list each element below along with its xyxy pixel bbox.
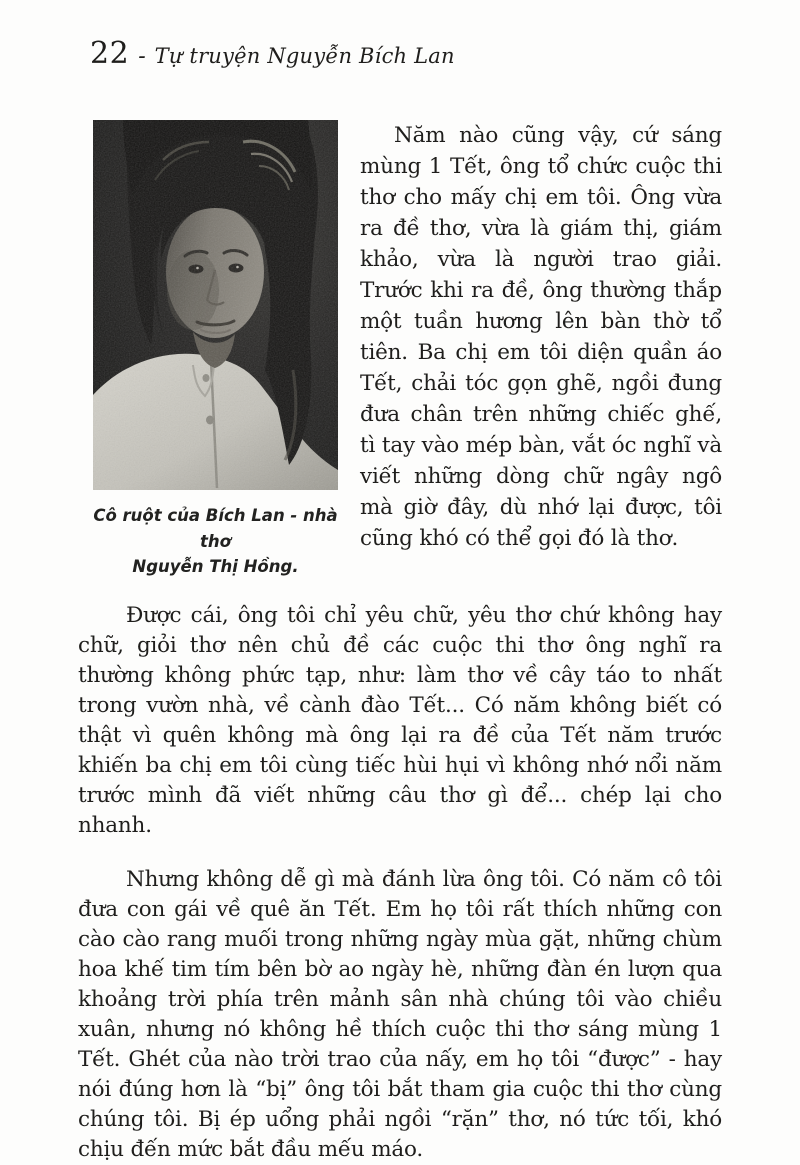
portrait-figure bbox=[93, 120, 338, 580]
page-content bbox=[78, 120, 722, 1165]
photo-caption-line-2: Nguyễn Thị Hồng. bbox=[132, 557, 299, 577]
paragraph-3: Nhưng không dễ gì mà đánh lừa ông tôi. Có năm cô tôi đưa con gái về quê ăn Tết. Em họ tôi rất thích những con cào cào rang muối trong những ngày mùa gặt, những chùm hoa khế tim tím bên bờ ao ngày hè, những đàn én lượn qua khoảng trời phía trên mảnh sân nhà chúng tôi vào chiều xuân, nhưng nó không hề thích cuộc thi thơ sáng mùng 1 Tết. Ghét của nào trời trao của nấy, em họ tôi “được” - hay nói đúng hơn là “bị” ông tôi bắt tham gia cuộc thi thơ cùng chúng tôi. Bị ép uổng phải ngồi “rặn” thơ, nó tức tối, khó chịu đến mức bắt đầu mếu máo. bbox=[78, 866, 722, 1162]
paragraph-beside-photo: Năm nào cũng vậy, cứ sáng mùng 1 Tết, ông tổ chức cuộc thi thơ cho mấy chị em tôi. Ông vừa ra đề thơ, vừa là giám thị, giám khảo, vừa là người trao giải. Trước khi ra đề, ông thường thắp một tuần hương lên bàn thờ tổ tiên. Ba chị em tôi diện quần áo Tết, chải tóc gọn ghẽ, ngồi đung đưa chân trên những chiếc ghế, tì tay vào mép bàn, vắt óc nghĩ và viết những dòng chữ ngây ngô mà giờ đây, dù nhớ lại được, tôi cũng khó có thể gọi đó là thơ. bbox=[360, 123, 722, 551]
portrait-photo bbox=[93, 120, 338, 490]
book-title: Tự truyện Nguyễn Bích Lan bbox=[154, 44, 455, 68]
paragraph-2: Được cái, ông tôi chỉ yêu chữ, yêu thơ chứ không hay chữ, giỏi thơ nên chủ đề các cuộc thi thơ ông nghĩ ra thường không phức tạp, như: làm thơ về cây táo to nhất trong vườn nhà, về cành đào Tết... Có năm không biết có thật vì quên không mà ông lại ra đề của Tết năm trước khiến ba chị em tôi cùng tiếc hùi hụi vì không nhớ nổi năm trước mình đã viết những câu thơ gì để... chép lại cho nhanh. bbox=[78, 602, 722, 838]
photo-caption-line-1: Cô ruột của Bích Lan - nhà thơ bbox=[93, 506, 338, 551]
photo-caption bbox=[93, 503, 338, 580]
page-header bbox=[90, 36, 722, 71]
portrait-illustration bbox=[93, 120, 338, 490]
header-separator: - bbox=[138, 44, 146, 69]
page-number: 22 bbox=[90, 36, 130, 71]
